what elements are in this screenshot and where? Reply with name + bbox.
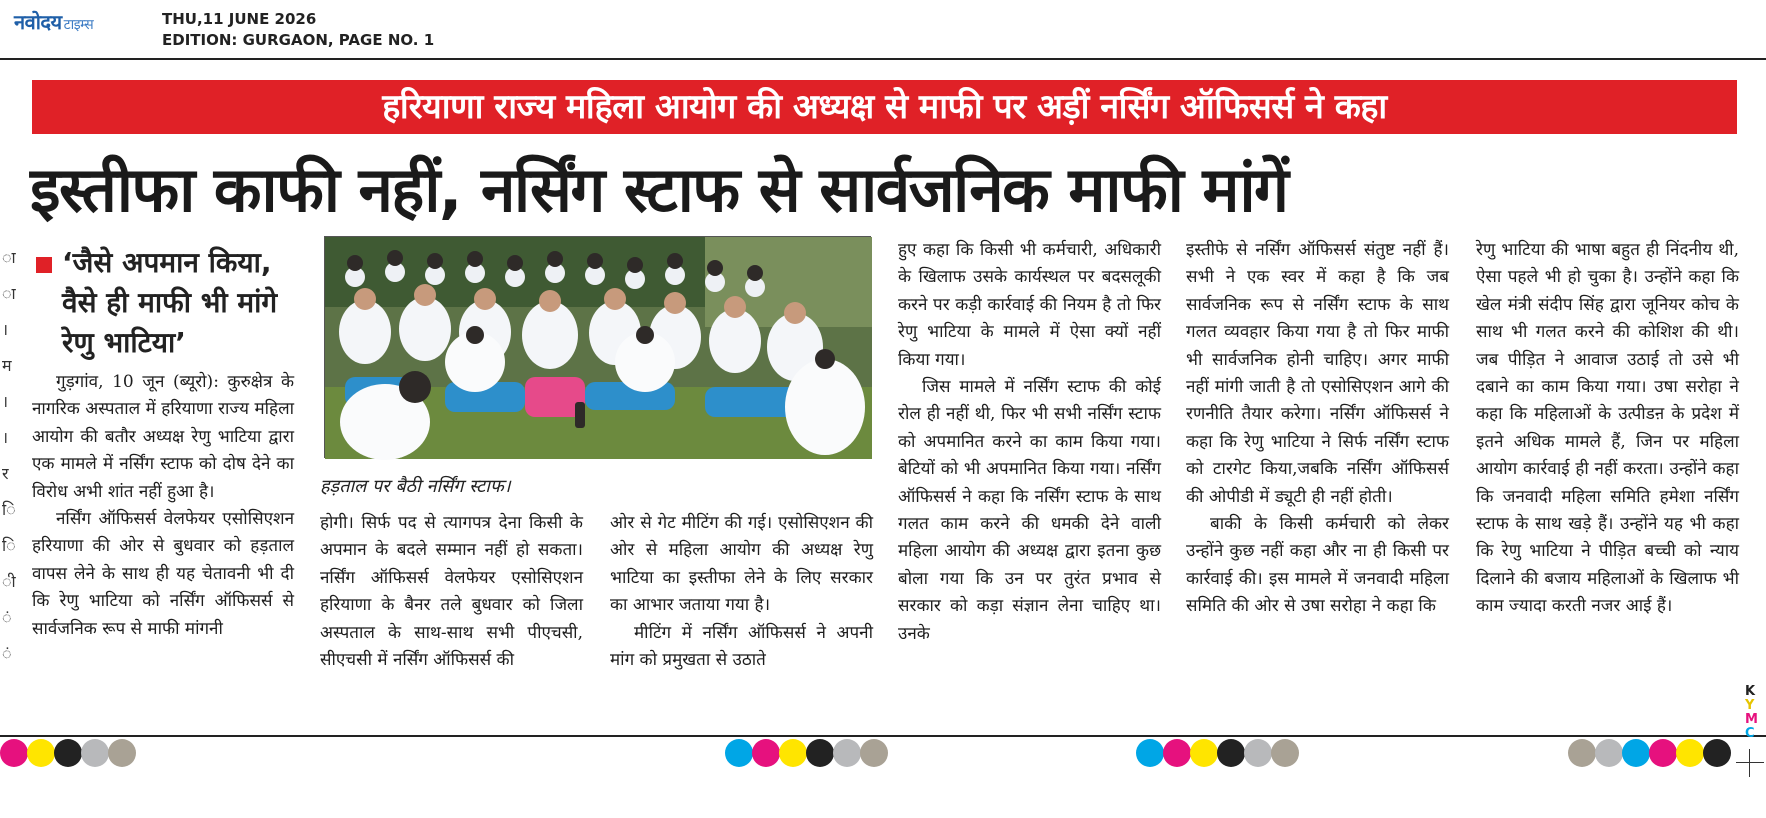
warm-gray-dot (1271, 739, 1299, 767)
column-6-para-1: रेणु भाटिया की भाषा बहुत ही निंदनीय थी, ऐसा पहले भी हो चुका है। उन्होंने कहा कि खेल मंत्री संदीप सिंह द्वारा जूनियर कोच के साथ भी गलत करने की कोशिश की थी। जब पीड़ित ने आवाज उठाई तो उसे भी दबाने का काम किया गया। उषा सरोहा ने कहा कि महिलाओं के उत्पीडऩ के प्रदेश में इतने अधिक मामले हैं, जिन पर महिला आयोग कार्रवाई ही नहीं करता। उन्होंने कहा कि जनवादी महिला समिति हमेशा नर्सिंग स्टाफ के साथ खड़े हैं। उन्होंने यह भी कहा कि रेणु भाटिया ने पीड़ित बच्ची को न्याय दिलाने की बजाय महिलाओं के खिलाफ भी काम ज्यादा करती नजर आई हैं। (1476, 240, 1739, 617)
column-5-para-1: इस्तीफे से नर्सिंग ऑफिसर्स संतुष्ट नहीं हैं। सभी ने एक स्वर में कहा है कि जब सार्वजनिक रूप से नर्सिंग स्टाफ के साथ गलत व्यवहार किया गया है तो फिर माफी भी सार्वजनिक होनी चाहिए। अगर माफी नहीं मांगी जाती है तो एसोसिएशन आगे की रणनीति तैयार करेगा। नर्सिंग ऑफिसर्स ने कहा कि रेणु भाटिया ने सिर्फ नर्सिंग स्टाफ को टारगेट किया,जबकि नर्सिंग ऑफिसर्स की ओपीडी में ड्यूटी ही नहीं होती। (1186, 240, 1449, 507)
issue-date: THU,11 JUNE 2026 (162, 10, 317, 28)
logo-sub-text: टाइम्स (63, 17, 94, 33)
black-dot (54, 739, 82, 767)
black-dot (1217, 739, 1245, 767)
cmyk-label (1741, 684, 1763, 744)
column-3-para-1: ओर से गेट मीटिंग की गई। एसोसिएशन की ओर से महिला आयोग की अध्यक्ष रेणु भाटिया का इस्तीफा लेने के लिए सरकार का आभार जताया गया है। (610, 513, 873, 616)
article-column-3 (610, 510, 873, 702)
gray-dot (833, 739, 861, 767)
article-column-6 (1476, 237, 1739, 702)
yellow-dot (1190, 739, 1218, 767)
article-column-5 (1186, 237, 1449, 702)
magenta-dot (1649, 739, 1677, 767)
cmyk-k: K (1745, 684, 1756, 699)
column-2-para-1: होगी। सिर्फ पद से त्यागपत्र देना किसी के अपमान के बदले सम्मान नहीं हो सकता। नर्सिंग ऑफिसर्स वेलफेयर एसोसिएशन हरियाणा के बैनर तले बुधवार को जिला अस्पताल के साथ-साथ सभी पीएचसी, सीएचसी में नर्सिंग ऑफिसर्स की (320, 513, 583, 671)
column-5-para-2: बाकी के किसी कर्मचारी को लेकर उन्होंने कुछ नहीं कहा और ना ही किसी पर कार्रवाई की। इस मामले में जनवादी महिला समिति की ओर से उषा सरोहा ने कहा कि (1186, 514, 1449, 617)
photo-caption: हड़ताल पर बैठी नर्सिंग स्टाफ। (320, 476, 511, 497)
cmyk-m: M (1745, 712, 1758, 727)
bottom-rule (0, 735, 1766, 737)
logo-main-text: नवोदय (14, 10, 62, 34)
warm-gray-dot (108, 739, 136, 767)
edition-info (162, 9, 434, 51)
article-column-1 (32, 369, 294, 701)
cyan-dot (1136, 739, 1164, 767)
yellow-dot (27, 739, 55, 767)
column-4-para-2: जिस मामले में नर्सिंग स्टाफ की कोई रोल ही नहीं थी, फिर भी सभी नर्सिंग स्टाफ को अपमानित करने का काम किया गया। बेटियों को भी अपमानित किया गया। नर्सिंग ऑफिसर्स ने कहा कि नर्सिंग स्टाफ के साथ गलत काम करने की धमकी देने वाली महिला आयोग की अध्यक्ष द्वारा इतना कुछ बोला गया कि उन पर तुरंत प्रभाव से सरकार को कड़ा संज्ञान लेना चाहिए था। उनके (898, 377, 1161, 644)
sub-headline-text: ‘जैसे अपमान किया, वैसे ही माफी भी मांगे रेणु भाटिया’ (62, 246, 278, 359)
black-dot (1703, 739, 1731, 767)
nurses-sitting-photo (325, 237, 872, 459)
gray-dot (1244, 739, 1272, 767)
gray-dot (1595, 739, 1623, 767)
article-column-4 (898, 237, 1161, 702)
magenta-dot (0, 739, 28, 767)
column-3-para-2: मीटिंग में नर्सिंग ऑफिसर्स ने अपनी मांग को प्रमुखता से उठाते (610, 622, 873, 671)
column-1-para-1: गुड़गांव, 10 जून (ब्यूरो): कुरुक्षेत्र के नागरिक अस्पताल में हरियाणा राज्य महिला आयोग की बतौर अध्यक्ष रेणु भाटिया द्वारा एक मामले में नर्सिंग स्टाफ को दोष देने का विरोध अभी शांत नहीं हुआ है। (32, 372, 294, 502)
sub-headline (34, 243, 304, 363)
yellow-dot (779, 739, 807, 767)
warm-gray-dot (1568, 739, 1596, 767)
adjacent-column-edge: ा ा । म । । र ि ि ी ं ं (2, 248, 16, 663)
main-headline: इस्तीफा काफी नहीं, नर्सिंग स्टाफ से सार्वजनिक माफी मांगें (30, 153, 1288, 226)
page-header (0, 0, 1766, 60)
magenta-dot (752, 739, 780, 767)
newspaper-logo (14, 8, 93, 35)
magenta-dot (1163, 739, 1191, 767)
registration-crosshair (1736, 749, 1764, 777)
column-1-para-2: नर्सिंग ऑफिसर्स वेलफेयर एसोसिएशन हरियाणा की ओर से बुधवार को हड़ताल वापस लेने के साथ ही यह चेतावनी भी दी कि रेणु भाटिया को नर्सिंग ऑफिसर्स से सार्वजनिक रूप से माफी मांगनी (32, 509, 294, 639)
warm-gray-dot (860, 739, 888, 767)
red-bullet-square (36, 257, 52, 273)
article-column-2 (320, 510, 583, 702)
gray-dot (81, 739, 109, 767)
column-4-para-1: हुए कहा कि किसी भी कर्मचारी, अधिकारी के खिलाफ उसके कार्यस्थल पर बदसलूकी करने पर कड़ी कार्रवाई की नियम है तो फिर रेणु भाटिया के मामले में ऐसा क्यों नहीं किया गया। (898, 240, 1161, 370)
cmyk-c: C (1745, 726, 1755, 741)
edition-page: EDITION: GURGAON, PAGE NO. 1 (162, 31, 435, 49)
kicker-strap: हरियाणा राज्य महिला आयोग की अध्यक्ष से माफी पर अड़ीं नर्सिंग ऑफिसर्स ने कहा (32, 80, 1737, 134)
cmyk-y: Y (1745, 698, 1755, 713)
black-dot (806, 739, 834, 767)
yellow-dot (1676, 739, 1704, 767)
news-photo (324, 236, 871, 458)
cyan-dot (1622, 739, 1650, 767)
cyan-dot (725, 739, 753, 767)
